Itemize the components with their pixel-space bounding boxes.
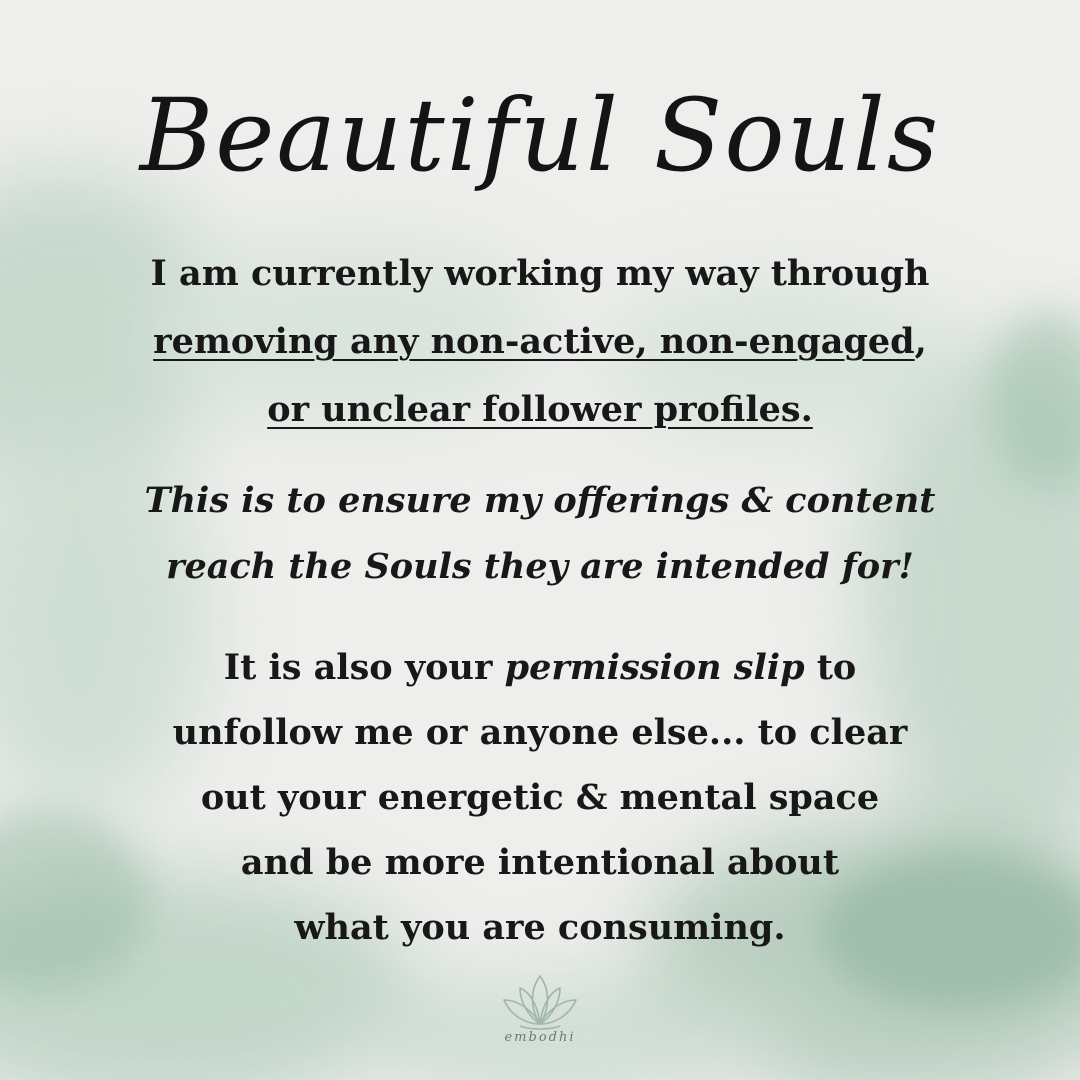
intro-line-2 — [0, 308, 1080, 376]
intro-line-1: I am currently working my way through — [150, 253, 930, 294]
script-title — [0, 40, 1080, 240]
brand-name: embodhi — [504, 1030, 576, 1045]
permission-line-1 — [0, 635, 1080, 700]
permission-paragraph — [0, 635, 1080, 960]
purpose-paragraph — [0, 468, 1080, 600]
permission-line-4: and be more intentional about — [240, 842, 840, 883]
intro-line-3 — [0, 376, 1080, 444]
comma: , — [914, 321, 927, 362]
permission-line-3: out your energetic & mental space — [200, 777, 880, 818]
underlined-text: removing any non-active, non-engaged — [153, 321, 915, 362]
intro-paragraph — [0, 240, 1080, 444]
lotus-icon — [490, 968, 590, 1032]
brand-logo — [490, 968, 590, 1058]
purpose-line-2: reach the Souls they are intended for! — [166, 546, 914, 587]
underlined-text: or unclear follower profiles. — [267, 389, 813, 430]
emphasis-text: permission slip — [504, 647, 805, 688]
permission-line-5: what you are consuming. — [294, 907, 786, 948]
permission-line-2: unfollow me or anyone else... to clear — [172, 712, 908, 753]
title-text: Beautiful Souls — [139, 77, 941, 194]
purpose-line-1: This is to ensure my offerings & content — [144, 480, 936, 521]
text-fragment: to — [804, 647, 857, 688]
text-fragment: It is also your — [223, 647, 505, 688]
